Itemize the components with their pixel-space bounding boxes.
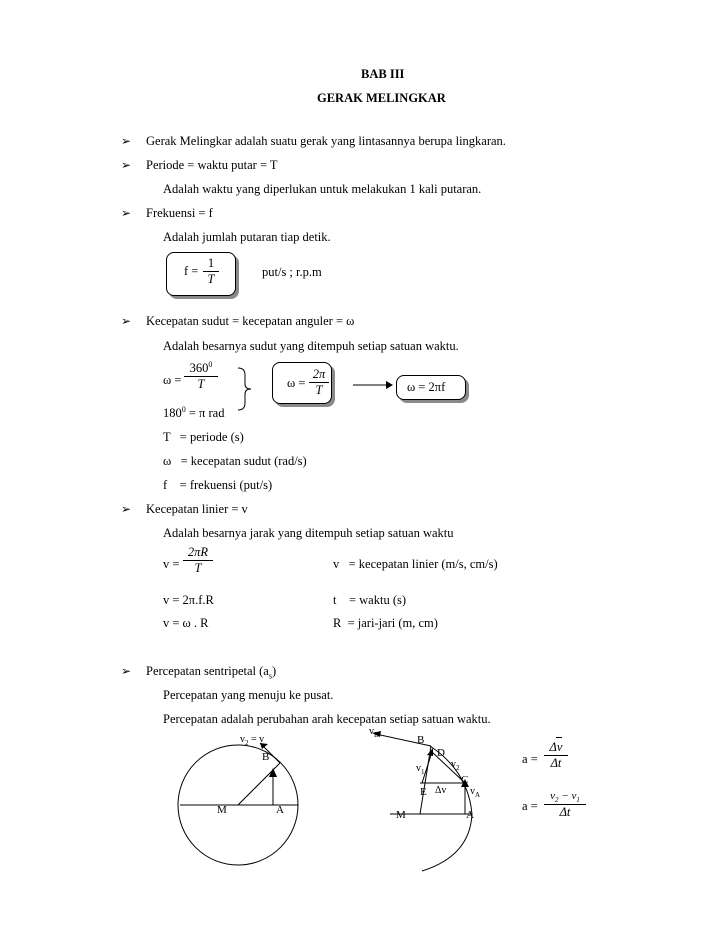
def-radius: R = jari-jari (m, cm) <box>333 616 438 630</box>
period-title: Periode = waktu putar = T <box>146 158 278 172</box>
bullet-arrow-icon: ➢ <box>121 206 132 220</box>
linear-velocity-desc: Adalah besarnya jarak yang ditempuh setiap satuan waktu <box>163 526 454 540</box>
definition-text: Gerak Melingkar adalah suatu gerak yang lintasannya berupa lingkaran. <box>146 134 506 148</box>
accel-formula2-lhs: a = <box>522 799 538 813</box>
formula-lhs: f = <box>184 264 199 278</box>
bullet-arrow-icon: ➢ <box>121 134 132 148</box>
v-formula-3: v = ω . R <box>163 616 209 630</box>
centripetal-line1: Percepatan yang menuju ke pusat. <box>163 688 334 702</box>
omega-numerator: $360^0$ <box>189 360 213 376</box>
diagram2-label-m: M <box>396 809 406 821</box>
centripetal-line2: Percepatan adalah perubahan arah kecepatan setiap satuan waktu. <box>163 712 491 726</box>
frequency-formula-box <box>166 252 236 296</box>
formula-numerator: 1 <box>207 256 215 270</box>
diagram1-label-b: B <box>262 751 270 763</box>
accel-formula1-numerator: Δv <box>544 740 568 755</box>
omega-formula-fraction <box>184 360 218 392</box>
def-period: T = periode (s) <box>163 430 244 444</box>
accel-formula2-fraction <box>544 790 586 820</box>
circle-diagram <box>170 730 310 870</box>
angular-velocity-title: Kecepatan sudut = kecepatan anguler = ω <box>146 314 355 328</box>
frequency-unit: put/s ; r.p.m <box>262 265 322 279</box>
def-frequency: f = frekuensi (put/s) <box>163 478 273 492</box>
degree-to-radian: $180^0 = \pi$ rad <box>163 405 225 421</box>
bullet-arrow-icon: ➢ <box>121 502 132 516</box>
box-lhs: ω = <box>287 376 306 390</box>
chapter-label: BAB III <box>361 67 405 81</box>
diagram2-v1-label: $v_1$ <box>416 763 425 776</box>
diagram2-label-d: D <box>437 747 445 759</box>
diagram1-label-a: A <box>276 804 284 816</box>
bullet-arrow-icon: ➢ <box>121 664 132 678</box>
diagram2-va-label: $v_A$ <box>470 786 481 799</box>
omega-2pif-box <box>396 375 466 400</box>
omega-formula-lhs: ω = <box>163 373 182 387</box>
v-formula-2: v = 2π.f.R <box>163 593 214 607</box>
accel-formula1-fraction <box>544 740 568 771</box>
diagram2-vb-label: $v_B$ <box>369 726 379 739</box>
diagram1-v2-label: $v_2 = v$ <box>240 734 265 747</box>
diagram2-delta-v: Δv <box>435 785 447 796</box>
frequency-title: Frekuensi = f <box>146 206 213 220</box>
arc-vector-diagram <box>360 726 500 876</box>
centripetal-title: Percepatan sentripetal $(a_s)$ <box>146 664 277 681</box>
diagram2-label-b: B <box>417 734 425 746</box>
page-title: GERAK MELINGKAR <box>317 91 446 105</box>
formula-fraction <box>203 256 219 287</box>
accel-formula1-denominator: Δt <box>544 755 568 771</box>
omega-2pi-over-t-box <box>272 362 332 404</box>
accel-formula2-numerator: $v_2 - v_1$ <box>550 790 580 805</box>
box-fraction <box>309 367 329 398</box>
v-numerator: 2πR <box>187 545 209 559</box>
bullet-arrow-icon: ➢ <box>121 314 132 328</box>
bullet-arrow-icon: ➢ <box>121 158 132 172</box>
accel-formula1-lhs: a = <box>522 752 538 766</box>
diagram2-v2-label: $v_2$ <box>451 759 460 772</box>
linear-velocity-title: Kecepatan linier = v <box>146 502 248 516</box>
v-formula-fraction <box>183 545 213 576</box>
def-angular-velocity: ω = kecepatan sudut (rad/s) <box>163 454 307 468</box>
def-time: t = waktu (s) <box>333 593 407 607</box>
brace-icon <box>234 366 254 412</box>
box-denominator: T <box>309 382 329 398</box>
diagram2-label-c: C <box>461 774 469 786</box>
period-desc: Adalah waktu yang diperlukan untuk melakukan 1 kali putaran. <box>163 182 482 196</box>
def-linear-velocity: v = kecepatan linier (m/s, cm/s) <box>333 557 498 571</box>
diagram2-label-a: A <box>466 809 474 821</box>
frequency-desc: Adalah jumlah putaran tiap detik. <box>163 230 331 244</box>
omega-denominator: T <box>184 376 218 392</box>
v-denominator: T <box>183 560 213 576</box>
diagram1-label-m: M <box>217 804 227 816</box>
formula-denominator: T <box>203 271 219 287</box>
diagram2-label-e: E <box>420 786 427 798</box>
box-numerator: 2π <box>312 367 326 381</box>
right-arrow-icon <box>353 380 393 390</box>
v-formula-lhs: v = <box>163 557 180 571</box>
angular-velocity-desc: Adalah besarnya sudut yang ditempuh setiap satuan waktu. <box>163 339 459 353</box>
omega-2pif-text: ω = 2πf <box>407 380 446 394</box>
accel-formula2-denominator: Δt <box>544 804 586 820</box>
